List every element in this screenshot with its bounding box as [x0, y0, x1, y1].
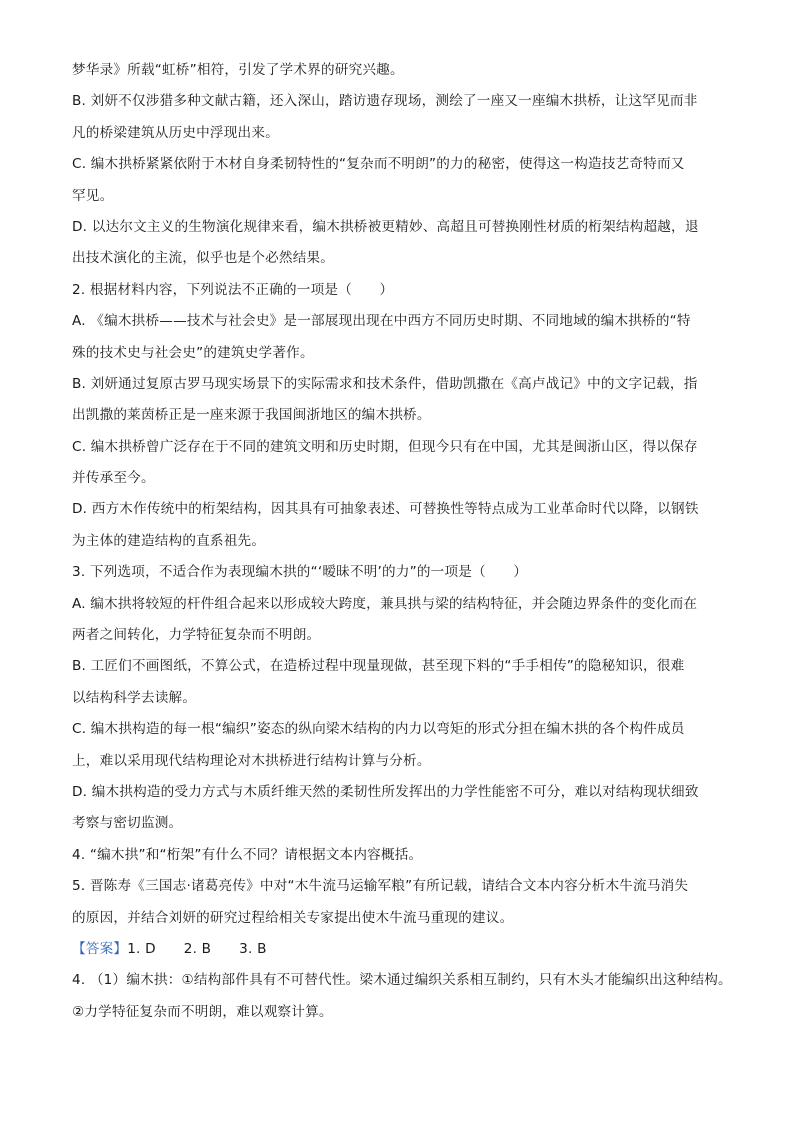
text-line: 梦华录》所载“虹桥”相符，引发了学术界的研究兴趣。: [72, 62, 404, 78]
answer-item: 1. D: [127, 940, 156, 957]
document-page: [72, 60, 732, 1033]
text-line: 5. 晋陈寿《三国志·诸葛亮传》中对“木牛流马运输军粮”有所记载，请结合文本内容分析木牛流马消失: [72, 878, 689, 895]
text-line: 两者之间转化，力学特征复杂而不明朗。: [72, 627, 321, 644]
text-line: 2. 根据材料内容，下列说法不正确的一项是（ ）: [72, 281, 394, 298]
text-line: 考察与密切监测。: [72, 815, 183, 832]
answer-line: [72, 939, 724, 970]
text-line: 4. “编木拱”和“桁架”有什么不同？请根据文本内容概括。: [72, 846, 423, 863]
answer-item: 2. B: [183, 940, 212, 957]
text-line: C. 编木拱桥紧紧依附于木材自身柔韧特性的“复杂而不明朗”的力的秘密，使得这一构造技艺奇特而又: [72, 156, 685, 173]
text-line: 凡的桥梁建筑从历史中浮现出来。: [72, 124, 279, 141]
text-line: D. 编木拱构造的受力方式与木质纤维天然的柔韧性所发挥出的力学性能密不可分，难以对结构现状细致: [72, 783, 699, 800]
text-line: 罕见。: [72, 187, 114, 204]
question-text: [72, 60, 724, 939]
text-line: 并传承至今。: [72, 470, 155, 487]
text-line: 殊的技术史与社会史”的建筑史学著作。: [72, 344, 314, 361]
text-line: 出凯撒的莱茵桥正是一座来源于我国闽浙地区的编木拱桥。: [72, 407, 431, 424]
text-line: ②力学特征复杂而不明朗，难以观察计算。: [72, 1003, 333, 1020]
text-line: B. 刘妍通过复原古罗马现实场景下的实际需求和技术条件，借助凯撒在《高卢战记》中的文字记载，指: [72, 375, 698, 392]
text-line: 的原因，并结合刘妍的研究过程给相关专家提出使木牛流马重现的建议。: [72, 909, 514, 926]
text-line: 3. 下列选项，不适合作为表现编木拱的“‘暧昧不明’的力”的一项是（ ）: [72, 564, 528, 581]
text-line: 以结构科学去读解。: [72, 689, 197, 706]
text-line: B. 工匠们不画图纸，不算公式，在造桥过程中现量现做，甚至现下料的“手手相传”的隐秘知识，很难: [72, 658, 685, 675]
text-line: 出技术演化的主流，似乎也是个必然结果。: [72, 250, 335, 267]
text-line: C. 编木拱构造的每一根“编织”姿态的纵向梁木结构的内力以弯矩的形式分担在编木拱的各个构件成员: [72, 721, 685, 738]
text-line: 上，难以采用现代结构理论对木拱桥进行结构计算与分析。: [72, 752, 431, 769]
answer-label: 【答案】: [72, 940, 128, 957]
text-line: D. 以达尔文主义的生物演化规律来看，编木拱桥被更精妙、高超且可替换刚性材质的桁架结构超越，退: [72, 218, 699, 235]
text-line: A. 编木拱将较短的杆件组合起来以形成较大跨度，兼具拱与梁的结构特征，并会随边界条件的变化而在: [72, 595, 698, 612]
answer-explanation: [72, 970, 732, 1033]
answer-item: 3. B: [239, 940, 267, 957]
text-line: C. 编木拱桥曾广泛存在于不同的建筑文明和历史时期，但现今只有在中国，尤其是闽浙山区，得以保存: [72, 438, 698, 455]
text-line: B. 刘妍不仅涉猎多种文献古籍，还入深山，踏访遗存现场，测绘了一座又一座编木拱桥，让这罕见而非: [72, 93, 698, 110]
text-line: 为主体的建造结构的直系祖先。: [72, 532, 266, 549]
text-line: A. 《编木拱桥——技术与社会史》是一部展现出现在中西方不同历史时期、不同地域的编木拱桥的“特: [72, 313, 691, 330]
text-line: D. 西方木作传统中的桁架结构，因其具有可抽象表述、可替换性等特点成为工业革命时代以降，以钢铁: [72, 501, 699, 518]
text-line: 4. （1）编木拱：①结构部件具有不可替代性。梁木通过编织关系相互制约，只有木头才能编织出这种结构。: [72, 972, 732, 989]
